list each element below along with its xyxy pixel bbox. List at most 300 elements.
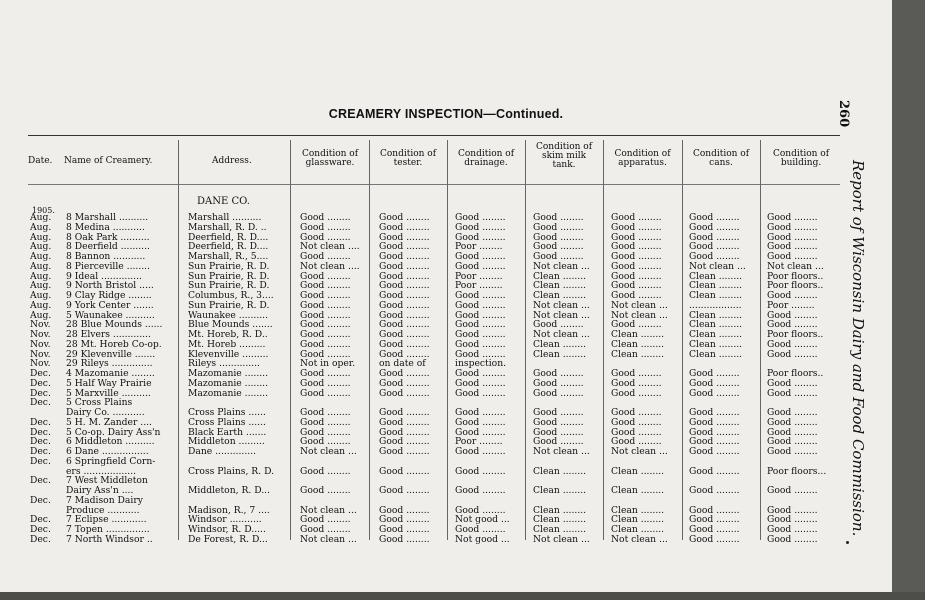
cell-tester: Good ........ [379, 525, 430, 535]
cell-apparatus: Good ........ [611, 369, 662, 379]
cell-tester: Good ........ [379, 408, 430, 418]
cell-address: Waunakee .......... [188, 311, 268, 321]
cell-apparatus: Clean ........ [611, 525, 665, 535]
cell-building: Good ........ [767, 428, 818, 438]
cell-creamery-name: 9 North Bristol ..... [66, 281, 154, 291]
cell-apparatus: Good ........ [611, 408, 662, 418]
cell-skim-milk-tank: Good ........ [533, 369, 584, 379]
cell-cans: Good ........ [689, 467, 740, 477]
cell-apparatus: Good ........ [611, 252, 662, 262]
cell-skim-milk-tank: Not clean ... [533, 330, 590, 340]
cell-creamery-name: 8 Marshall .......... [66, 213, 149, 223]
cell-building: Good ........ [767, 525, 818, 535]
column-divider [682, 140, 683, 540]
cell-tester: Good ........ [379, 350, 430, 360]
cell-address: Rileys .............. [188, 359, 260, 369]
header-tester-2: tester. [393, 158, 423, 168]
cell-cans: Good ........ [689, 535, 740, 545]
cell-tester: Good ........ [379, 467, 430, 477]
header-top-rule [28, 135, 840, 136]
cell-drainage: Poor ........ [455, 437, 503, 447]
cell-address: De Forest, R. D... [188, 535, 268, 545]
cell-creamery-name: 8 Bannon ........... [66, 252, 146, 262]
cell-tester: Good ........ [379, 330, 430, 340]
cell-building: Good ........ [767, 213, 818, 223]
cell-apparatus: Not clean ... [611, 447, 668, 457]
cell-tester: Good ........ [379, 506, 430, 516]
cell-glassware: Good ........ [300, 252, 351, 262]
cell-glassware: Not clean .... [300, 242, 360, 252]
column-divider [525, 140, 526, 540]
cell-building: Poor ........ [767, 301, 815, 311]
cell-glassware: Good ........ [300, 428, 351, 438]
cell-building: Poor floors... [767, 467, 827, 477]
cell-tester: Good ........ [379, 369, 430, 379]
cell-date: Dec. [30, 418, 51, 428]
cell-glassware: Good ........ [300, 311, 351, 321]
cell-tester: Good ........ [379, 447, 430, 457]
page-title: CREAMERY INSPECTION—Continued. [328, 107, 564, 121]
header-skim-1: Condition of [535, 142, 593, 152]
header-bottom-rule [28, 184, 840, 185]
cell-apparatus: Good ........ [611, 281, 662, 291]
cell-address: Madison, R., 7 .... [188, 506, 270, 516]
cell-apparatus: Clean ........ [611, 506, 665, 516]
cell-creamery-name: 5 Cross Plains [66, 398, 133, 408]
cell-tester: Good ........ [379, 223, 430, 233]
cell-address: Marshall, R., 5.... [188, 252, 269, 262]
cell-cans: Clean ........ [689, 281, 743, 291]
cell-drainage: Good ........ [455, 486, 506, 496]
cell-skim-milk-tank: Clean ........ [533, 291, 587, 301]
cell-skim-milk-tank: Clean ........ [533, 281, 587, 291]
cell-skim-milk-tank: Clean ........ [533, 350, 587, 360]
cell-apparatus: Good ........ [611, 379, 662, 389]
cell-tester: Good ........ [379, 340, 430, 350]
cell-glassware: Good ........ [300, 320, 351, 330]
cell-skim-milk-tank: Clean ........ [533, 506, 587, 516]
cell-creamery-name: 8 Pierceville ........ [66, 262, 151, 272]
cell-apparatus: Clean ........ [611, 486, 665, 496]
cell-apparatus: Good ........ [611, 428, 662, 438]
cell-cans: Clean ........ [689, 311, 743, 321]
cell-date: Dec. [30, 389, 51, 399]
cell-glassware: Good ........ [300, 515, 351, 525]
header-drainage-2: drainage. [464, 158, 508, 168]
column-divider [290, 140, 291, 540]
cell-creamery-name: 8 Oak Park .......... [66, 233, 150, 243]
cell-cans: Clean ........ [689, 350, 743, 360]
cell-cans: Good ........ [689, 486, 740, 496]
column-divider [760, 140, 761, 540]
cell-creamery-name: 28 Blue Mounds ...... [66, 320, 163, 330]
cell-glassware: Good ........ [300, 486, 351, 496]
header-building-2: building. [780, 158, 822, 168]
cell-skim-milk-tank: Clean ........ [533, 272, 587, 282]
cell-date: Dec. [30, 428, 51, 438]
header-address: Address. [212, 156, 252, 166]
cell-skim-milk-tank: Not clean ... [533, 301, 590, 311]
cell-drainage: Good ........ [455, 340, 506, 350]
cell-date: Aug. [30, 223, 52, 233]
cell-date: Dec. [30, 379, 51, 389]
cell-address: Columbus, R., 3.... [188, 291, 274, 301]
header-cans-1: Condition of [692, 149, 750, 159]
cell-skim-milk-tank: Not clean ... [533, 535, 590, 545]
cell-building: Good ........ [767, 311, 818, 321]
cell-apparatus: Clean ........ [611, 330, 665, 340]
cell-tester: Good ........ [379, 233, 430, 243]
cell-date: Aug. [30, 311, 52, 321]
cell-apparatus: Good ........ [611, 242, 662, 252]
cell-cans: Clean ........ [689, 291, 743, 301]
cell-glassware: Good ........ [300, 272, 351, 282]
cell-skim-milk-tank: Good ........ [533, 320, 584, 330]
year-label: 1905. [32, 206, 55, 215]
cell-date: Dec. [30, 535, 51, 545]
cell-address: Deerfield, R. D.... [188, 233, 269, 243]
cell-building: Good ........ [767, 291, 818, 301]
cell-building: Good ........ [767, 418, 818, 428]
header-date: Date. [28, 156, 53, 166]
cell-skim-milk-tank: Not clean ... [533, 447, 590, 457]
cell-date: Aug. [30, 233, 52, 243]
cell-creamery-name: 29 Rileys .............. [66, 359, 153, 369]
cell-drainage: Good ........ [455, 311, 506, 321]
cell-cans: Good ........ [689, 437, 740, 447]
cell-date: Nov. [30, 350, 51, 360]
header-name: Name of Creamery. [64, 156, 153, 166]
cell-date: Dec. [30, 525, 51, 535]
cell-date: Aug. [30, 272, 52, 282]
cell-date: Dec. [30, 369, 51, 379]
column-divider [447, 140, 448, 540]
cell-skim-milk-tank: Good ........ [533, 213, 584, 223]
cell-skim-milk-tank: Good ........ [533, 389, 584, 399]
cell-address: Middleton ......... [188, 437, 265, 447]
cell-cans: .................. [689, 301, 742, 311]
cell-skim-milk-tank: Good ........ [533, 437, 584, 447]
cell-building: Good ........ [767, 242, 818, 252]
cell-building: Good ........ [767, 379, 818, 389]
cell-address: Cross Plains ...... [188, 408, 266, 418]
cell-address: Mt. Horeb, R. D.. [188, 330, 268, 340]
cell-drainage: Not good ... [455, 515, 510, 525]
header-apparatus-1: Condition of [614, 149, 671, 159]
cell-address: Sun Prairie, R. D. [188, 272, 270, 282]
cell-tester: Good ........ [379, 262, 430, 272]
cell-creamery-name: 29 Klevenville ....... [66, 350, 156, 360]
cell-drainage: Good ........ [455, 418, 506, 428]
cell-skim-milk-tank: Clean ........ [533, 340, 587, 350]
cell-drainage: Good ........ [455, 467, 506, 477]
cell-drainage: Poor ........ [455, 281, 503, 291]
cell-drainage: Good ........ [455, 428, 506, 438]
cell-date: Aug. [30, 252, 52, 262]
cell-apparatus: Good ........ [611, 213, 662, 223]
cell-apparatus: Good ........ [611, 389, 662, 399]
cell-glassware: Not in oper. [300, 359, 356, 369]
cell-address: Marshall, R. D. .. [188, 223, 267, 233]
cell-building: Good ........ [767, 408, 818, 418]
cell-skim-milk-tank: Clean ........ [533, 515, 587, 525]
cell-address: Mazomanie ........ [188, 369, 269, 379]
cell-glassware: Good ........ [300, 330, 351, 340]
cell-apparatus: Good ........ [611, 272, 662, 282]
cell-cans: Good ........ [689, 408, 740, 418]
cell-creamery-name: Produce ........... [66, 506, 140, 516]
cell-skim-milk-tank: Not clean ... [533, 262, 590, 272]
cell-address: Cross Plains, R. D. [188, 467, 275, 477]
cell-drainage: inspection. [455, 359, 507, 369]
cell-building: Good ........ [767, 320, 818, 330]
cell-creamery-name: 7 Topen ............... [66, 525, 150, 535]
cell-date: Dec. [30, 476, 51, 486]
cell-drainage: Not good ... [455, 535, 510, 545]
cell-creamery-name: 7 North Windsor .. [66, 535, 153, 545]
cell-date: Dec. [30, 496, 51, 506]
cell-date: Aug. [30, 301, 52, 311]
cell-drainage: Good ........ [455, 213, 506, 223]
cell-date: Aug. [30, 291, 52, 301]
cell-apparatus: Good ........ [611, 223, 662, 233]
cell-glassware: Good ........ [300, 281, 351, 291]
cell-date: Dec. [30, 515, 51, 525]
cell-apparatus: Not clean ... [611, 535, 668, 545]
cell-cans: Clean ........ [689, 330, 743, 340]
cell-creamery-name: 9 York Center ....... [66, 301, 154, 311]
cell-cans: Good ........ [689, 506, 740, 516]
cell-cans: Good ........ [689, 233, 740, 243]
cell-cans: Good ........ [689, 369, 740, 379]
cell-cans: Good ........ [689, 428, 740, 438]
cell-address: Mazomanie ........ [188, 379, 269, 389]
county-heading: DANE CO. [197, 196, 250, 207]
cell-date: Nov. [30, 340, 51, 350]
cell-cans: Clean ........ [689, 272, 743, 282]
page-edge-shadow [892, 0, 925, 600]
cell-cans: Clean ........ [689, 340, 743, 350]
cell-apparatus: Good ........ [611, 320, 662, 330]
cell-glassware: Good ........ [300, 418, 351, 428]
cell-date: Aug. [30, 242, 52, 252]
header-glassware-1: Condition of [301, 149, 359, 159]
cell-date: Nov. [30, 359, 51, 369]
cell-apparatus: Not clean ... [611, 311, 668, 321]
cell-drainage: Good ........ [455, 408, 506, 418]
cell-creamery-name: 5 Marxville .......... [66, 389, 151, 399]
running-title: Report of Wisconsin Dairy and Food Commission. [849, 160, 867, 537]
cell-building: Good ........ [767, 350, 818, 360]
cell-glassware: Good ........ [300, 233, 351, 243]
cell-tester: Good ........ [379, 379, 430, 389]
cell-drainage: Good ........ [455, 447, 506, 457]
cell-skim-milk-tank: Good ........ [533, 252, 584, 262]
cell-creamery-name: Dairy Co. ........... [66, 408, 145, 418]
cell-glassware: Good ........ [300, 223, 351, 233]
cell-glassware: Good ........ [300, 467, 351, 477]
header-cans-2: cans. [709, 158, 733, 168]
cell-drainage: Good ........ [455, 291, 506, 301]
cell-glassware: Not clean .... [300, 262, 360, 272]
cell-apparatus: Clean ........ [611, 515, 665, 525]
cell-cans: Good ........ [689, 389, 740, 399]
cell-address: Mt. Horeb ......... [188, 340, 266, 350]
header-skim-2: skim milk [541, 151, 587, 161]
cell-skim-milk-tank: Clean ........ [533, 525, 587, 535]
cell-building: Good ........ [767, 486, 818, 496]
cell-creamery-name: 9 Clay Ridge ........ [66, 291, 152, 301]
cell-glassware: Good ........ [300, 340, 351, 350]
cell-address: Middleton, R. D... [188, 486, 271, 496]
cell-apparatus: Clean ........ [611, 340, 665, 350]
cell-address: Dane .............. [188, 447, 257, 457]
cell-building: Not clean ... [767, 262, 824, 272]
cell-apparatus: Good ........ [611, 233, 662, 243]
cell-address: Blue Mounds ....... [188, 320, 273, 330]
header-building-1: Condition of [772, 149, 830, 159]
cell-address: Mazomanie ........ [188, 389, 269, 399]
cell-drainage: Good ........ [455, 301, 506, 311]
cell-building: Poor floors.. [767, 330, 824, 340]
header-apparatus-2: apparatus. [618, 158, 667, 168]
cell-skim-milk-tank: Clean ........ [533, 486, 587, 496]
cell-date: Aug. [30, 262, 52, 272]
cell-skim-milk-tank: Good ........ [533, 428, 584, 438]
cell-glassware: Good ........ [300, 437, 351, 447]
cell-apparatus: Not clean ... [611, 301, 668, 311]
cell-cans: Good ........ [689, 447, 740, 457]
cell-drainage: Poor ........ [455, 272, 503, 282]
cell-building: Good ........ [767, 389, 818, 399]
cell-drainage: Good ........ [455, 389, 506, 399]
cell-drainage: Good ........ [455, 379, 506, 389]
cell-drainage: Good ........ [455, 350, 506, 360]
cell-creamery-name: 6 Dane ................ [66, 447, 149, 457]
cell-cans: Good ........ [689, 515, 740, 525]
cell-creamery-name: 5 Waunakee .......... [66, 311, 155, 321]
cell-tester: Good ........ [379, 389, 430, 399]
header-drainage-1: Condition of [457, 149, 515, 159]
cell-drainage: Good ........ [455, 252, 506, 262]
cell-skim-milk-tank: Good ........ [533, 223, 584, 233]
cell-address: Marshall .......... [188, 213, 262, 223]
cell-address: Cross Plains ...... [188, 418, 266, 428]
cell-tester: Good ........ [379, 320, 430, 330]
cell-tester: Good ........ [379, 515, 430, 525]
cell-date: Dec. [30, 437, 51, 447]
cell-skim-milk-tank: Good ........ [533, 233, 584, 243]
cell-apparatus: Clean ........ [611, 467, 665, 477]
cell-creamery-name: ers .................. [66, 467, 137, 477]
cell-glassware: Good ........ [300, 213, 351, 223]
cell-creamery-name: 8 Deerfield .......... [66, 242, 150, 252]
cell-tester: Good ........ [379, 291, 430, 301]
cell-creamery-name: 4 Mazomanie ........ [66, 369, 155, 379]
cell-creamery-name: Dairy Ass'n .... [66, 486, 134, 496]
cell-apparatus: Good ........ [611, 437, 662, 447]
cell-tester: Good ........ [379, 213, 430, 223]
cell-tester: Good ........ [379, 437, 430, 447]
cell-cans: Good ........ [689, 525, 740, 535]
cell-creamery-name: 28 Elvers ............. [66, 330, 151, 340]
cell-glassware: Good ........ [300, 291, 351, 301]
cell-tester: on date of [379, 359, 426, 369]
cell-glassware: Good ........ [300, 525, 351, 535]
cell-address: Sun Prairie, R. D. [188, 262, 270, 272]
cell-building: Poor floors.. [767, 281, 824, 291]
cell-glassware: Good ........ [300, 301, 351, 311]
cell-cans: Not clean ... [689, 262, 746, 272]
cell-skim-milk-tank: Good ........ [533, 379, 584, 389]
cell-tester: Good ........ [379, 486, 430, 496]
cell-address: Deerfield, R. D.... [188, 242, 269, 252]
cell-address: Windsor, R. D..... [188, 525, 266, 535]
cell-creamery-name: 28 Mt. Horeb Co-op. [66, 340, 162, 350]
cell-cans: Good ........ [689, 223, 740, 233]
cell-skim-milk-tank: Clean ........ [533, 467, 587, 477]
cell-creamery-name: 5 Half Way Prairie [66, 379, 152, 389]
cell-skim-milk-tank: Good ........ [533, 242, 584, 252]
cell-tester: Good ........ [379, 252, 430, 262]
cell-tester: Good ........ [379, 272, 430, 282]
cell-building: Good ........ [767, 252, 818, 262]
cell-glassware: Not clean ... [300, 535, 357, 545]
cell-date: Nov. [30, 320, 51, 330]
cell-drainage: Good ........ [455, 506, 506, 516]
cell-building: Good ........ [767, 233, 818, 243]
cell-tester: Good ........ [379, 535, 430, 545]
cell-creamery-name: 8 Medina ........... [66, 223, 145, 233]
cell-glassware: Good ........ [300, 350, 351, 360]
cell-drainage: Poor ........ [455, 242, 503, 252]
cell-drainage: Good ........ [455, 369, 506, 379]
cell-building: Good ........ [767, 535, 818, 545]
page-number: 260 [836, 100, 851, 128]
ink-dot [846, 541, 849, 544]
column-divider [603, 140, 604, 540]
cell-building: Good ........ [767, 515, 818, 525]
cell-glassware: Good ........ [300, 408, 351, 418]
cell-creamery-name: 7 Eclipse ............ [66, 515, 147, 525]
cell-cans: Good ........ [689, 252, 740, 262]
cell-drainage: Good ........ [455, 330, 506, 340]
cell-glassware: Good ........ [300, 389, 351, 399]
cell-apparatus: Good ........ [611, 418, 662, 428]
cell-creamery-name: 5 H. M. Zander .... [66, 418, 152, 428]
cell-skim-milk-tank: Good ........ [533, 408, 584, 418]
cell-building: Good ........ [767, 340, 818, 350]
cell-creamery-name: 7 Madison Dairy [66, 496, 143, 506]
cell-building: Poor floors.. [767, 369, 824, 379]
cell-drainage: Good ........ [455, 233, 506, 243]
cell-date: Dec. [30, 457, 51, 467]
cell-cans: Good ........ [689, 379, 740, 389]
cell-cans: Good ........ [689, 242, 740, 252]
cell-creamery-name: 6 Middleton .......... [66, 437, 155, 447]
cell-date: Nov. [30, 330, 51, 340]
cell-apparatus: Good ........ [611, 262, 662, 272]
cell-drainage: Good ........ [455, 262, 506, 272]
cell-tester: Good ........ [379, 428, 430, 438]
cell-creamery-name: 9 Ideal .............. [66, 272, 142, 282]
cell-cans: Good ........ [689, 418, 740, 428]
column-divider [178, 140, 179, 540]
cell-apparatus: Clean ........ [611, 350, 665, 360]
cell-address: Windsor ........... [188, 515, 262, 525]
cell-cans: Clean ........ [689, 320, 743, 330]
cell-building: Good ........ [767, 506, 818, 516]
